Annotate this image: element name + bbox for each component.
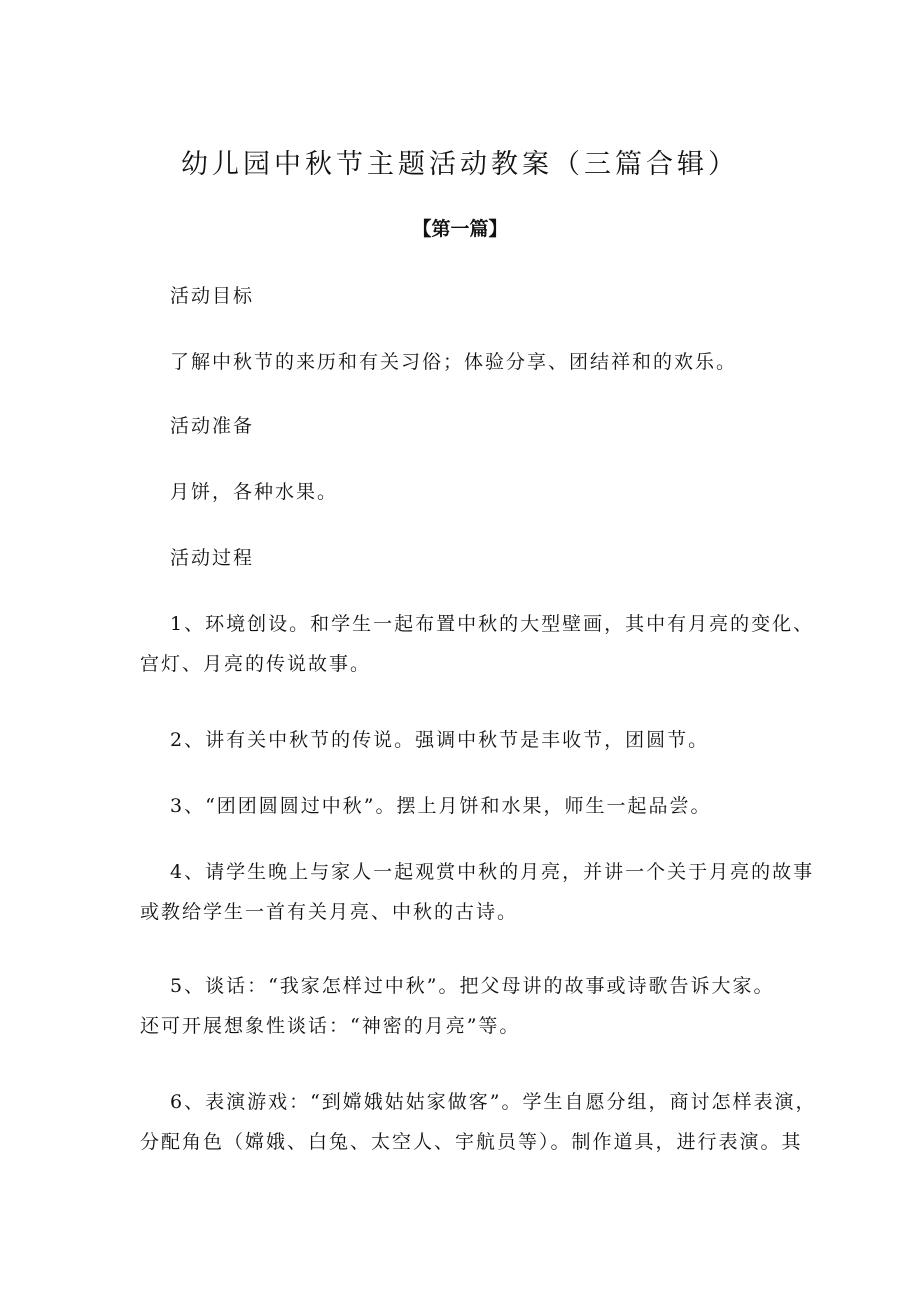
process-step-5-line-1: 5、谈话：“我家怎样过中秋”。把父母讲的故事或诗歌告诉大家。 (170, 975, 775, 997)
activity-goal-text: 了解中秋节的来历和有关习俗；体验分享、团结祥和的欢乐。 (170, 351, 738, 373)
section-title: 【第一篇】 (412, 218, 508, 240)
process-step-1-line-1: 1、环境创设。和学生一起布置中秋的大型壁画，其中有月亮的变化、 (170, 613, 815, 635)
process-step-4 (140, 852, 815, 932)
document-title: 幼儿园中秋节主题活动教案（三篇合辑） (181, 149, 739, 180)
process-step-1 (140, 604, 815, 684)
process-step-5-line-2: 还可开展想象性谈话：“神密的月亮”等。 (140, 1015, 521, 1037)
heading-activity-goal: 活动目标 (170, 285, 255, 307)
process-step-2-line-1: 2、讲有关中秋节的传说。强调中秋节是丰收节，团圆节。 (170, 729, 710, 751)
process-step-6-line-1: 6、表演游戏：“到嫦娥姑姑家做客”。学生自愿分组，商讨怎样表演， (170, 1091, 817, 1113)
process-step-4-line-1: 4、请学生晚上与家人一起观赏中秋的月亮，并讲一个关于月亮的故事 (170, 861, 815, 883)
process-step-6 (140, 1082, 817, 1162)
process-step-3 (140, 786, 800, 826)
process-step-5 (140, 966, 800, 1046)
activity-preparation-text: 月饼，各种水果。 (170, 481, 339, 503)
heading-activity-process: 活动过程 (170, 547, 255, 569)
heading-activity-preparation: 活动准备 (170, 415, 255, 437)
process-step-4-line-2: 或教给学生一首有关月亮、中秋的古诗。 (140, 901, 519, 923)
process-step-6-line-2: 分配角色（嫦娥、白兔、太空人、宇航员等）。制作道具，进行表演。其 (140, 1131, 803, 1153)
process-step-1-line-2: 宫灯、月亮的传说故事。 (140, 653, 372, 675)
process-step-3-line-1: 3、“团团圆圆过中秋”。摆上月饼和水果，师生一起品尝。 (170, 795, 712, 817)
process-step-2 (140, 720, 800, 760)
